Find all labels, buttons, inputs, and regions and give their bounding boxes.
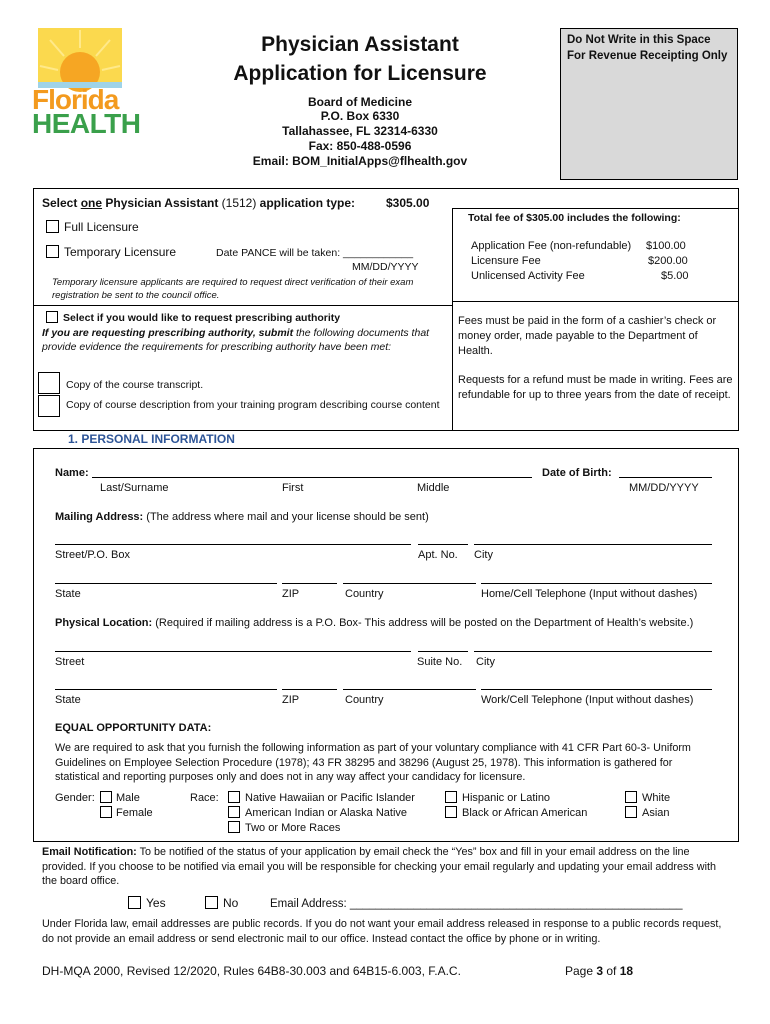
mailing-address-bold: Mailing Address:: [55, 511, 144, 523]
mailing-state-input[interactable]: [55, 583, 277, 584]
race-hispanic-label: Hispanic or Latino: [462, 792, 551, 804]
work-phone-caption: Work/Cell Telephone (Input without dashes): [481, 694, 694, 706]
prescribing-authority-label: Select if you would like to request prescribing authority: [63, 312, 341, 324]
course-description-checkbox[interactable]: [38, 395, 60, 417]
course-transcript-checkbox[interactable]: [38, 372, 60, 394]
race-asian-checkbox[interactable]: [625, 806, 637, 818]
page-current: 3: [596, 964, 604, 978]
dob-format-caption: MM/DD/YYYY: [629, 482, 699, 494]
temporary-licensure-note: Temporary licensure applicants are required to request direct verification of their exam registration be sent to the council office.: [52, 277, 414, 301]
app-type-prefix: Select: [42, 196, 81, 210]
course-transcript-label: Copy of the course transcript.: [66, 379, 204, 391]
agency-fax: Fax: 850-488-0596: [308, 139, 412, 153]
race-asian-label: Asian: [642, 807, 670, 819]
email-notification-text: [42, 845, 732, 889]
street-po-caption: Street/P.O. Box: [55, 549, 131, 561]
fee-item-amount: $100.00: [646, 240, 686, 252]
full-licensure-label: Full Licensure: [64, 220, 139, 234]
physical-city-input[interactable]: [474, 651, 712, 652]
physical-country-caption: Country: [345, 694, 384, 706]
app-type-one: one: [80, 196, 103, 210]
gender-female-label: Female: [116, 807, 153, 819]
home-phone-caption: Home/Cell Telephone (Input without dashes): [481, 588, 698, 600]
agency-email: Email: BOM_InitialApps@flhealth.gov: [252, 154, 468, 168]
physical-zip-input[interactable]: [282, 689, 337, 690]
race-two-or-more-label: Two or More Races: [245, 822, 341, 834]
city-caption: City: [474, 549, 493, 561]
physical-location-heading: [55, 616, 693, 630]
agency-city: Tallahassee, FL 32314-6330: [282, 124, 438, 138]
physical-street-input[interactable]: [55, 651, 411, 652]
fee-item-amount: $5.00: [661, 270, 689, 282]
mailing-address-rest: (The address where mail and your license should be sent): [143, 511, 429, 523]
pance-date-label[interactable]: Date PANCE will be taken: ____________: [216, 247, 414, 259]
physical-location-rest: (Required if mailing address is a P.O. Box- This address will be posted on the Department of Health’s website.): [152, 617, 694, 629]
name-label: Name:: [55, 467, 89, 479]
race-white-checkbox[interactable]: [625, 791, 637, 803]
fee-item-amount: $200.00: [648, 255, 688, 267]
form-id: DH-MQA 2000, Revised 12/2020, Rules 64B8-30.003 and 64B15-6.003, F.A.C.: [42, 964, 461, 978]
revenue-box: [560, 28, 738, 180]
fee-item-label: Unlicensed Activity Fee: [471, 270, 585, 282]
physical-suite-input[interactable]: [418, 651, 468, 652]
mailing-apt-input[interactable]: [418, 544, 468, 545]
race-american-indian-label: American Indian or Alaska Native: [245, 807, 408, 819]
page-of: of: [603, 964, 620, 978]
fee-breakdown-heading: Total fee of $305.00 includes the following:: [468, 212, 681, 224]
eeo-text: We are required to ask that you furnish the following information as part of your voluntary compliance with 41 CFR Part 60-3- Uniform Guidelines on Employee Selection Procedure (1978); 43 FR 38295 and 38296 (August 25, 1978). This information is gathered for statistical and reporting purposes only and does not in any way affect your candidacy for licensure.: [55, 742, 691, 783]
temporary-licensure-checkbox[interactable]: [46, 245, 59, 258]
gender-female-checkbox[interactable]: [100, 806, 112, 818]
app-type-heading: [42, 196, 355, 210]
physical-state-caption: State: [55, 694, 81, 706]
street-caption: Street: [55, 656, 85, 668]
country-caption: Country: [345, 588, 384, 600]
race-two-or-more-checkbox[interactable]: [228, 821, 240, 833]
name-input[interactable]: [92, 477, 532, 478]
prescribing-divider: [33, 305, 453, 306]
suite-caption: Suite No.: [417, 656, 463, 668]
prescribing-intro: [42, 326, 447, 354]
pance-date-format: MM/DD/YYYY: [352, 261, 419, 273]
mailing-zip-input[interactable]: [282, 583, 337, 584]
email-address-input[interactable]: Email Address: ____________________________________________________: [270, 898, 683, 910]
email-yes-checkbox[interactable]: [128, 896, 141, 909]
physical-zip-caption: ZIP: [282, 694, 300, 706]
first-name-caption: First: [282, 482, 304, 494]
apt-caption: Apt. No.: [418, 549, 458, 561]
app-type-code: (1512): [221, 196, 257, 210]
gender-male-checkbox[interactable]: [100, 791, 112, 803]
race-native-hawaiian-checkbox[interactable]: [228, 791, 240, 803]
gender-label: Gender:: [55, 792, 95, 804]
agency-po-box: P.O. Box 6330: [320, 109, 400, 123]
dob-input[interactable]: [619, 477, 712, 478]
full-licensure-checkbox[interactable]: [46, 220, 59, 233]
prescribing-authority-checkbox[interactable]: [46, 311, 58, 323]
revenue-line1: Do Not Write in this Space: [567, 34, 711, 46]
dob-label: Date of Birth:: [542, 467, 612, 479]
physical-state-input[interactable]: [55, 689, 277, 690]
email-no-label: No: [223, 896, 239, 910]
refund-note: Requests for a refund must be made in writing. Fees are refundable for up to three years from the date of receipt.: [458, 374, 733, 401]
eeo-heading: EQUAL OPPORTUNITY DATA:: [55, 722, 212, 734]
race-hispanic-checkbox[interactable]: [445, 791, 457, 803]
mailing-country-input[interactable]: [343, 583, 476, 584]
revenue-line2: For Revenue Receipting Only: [567, 50, 728, 62]
last-name-caption: Last/Surname: [100, 482, 169, 494]
payment-note: Fees must be paid in the form of a cashier’s check or money order, made payable to the Department of Health.: [458, 315, 717, 357]
section-personal-information-heading: 1. PERSONAL INFORMATION: [68, 432, 235, 446]
course-description-label: Copy of course description from your training program describing course content: [66, 399, 440, 411]
gender-male-label: Male: [116, 792, 140, 804]
page-prefix: Page: [565, 964, 597, 978]
mailing-address-heading: [55, 510, 429, 524]
prescribing-intro-rest: the following documents that provide evidence the requirements for prescribing authority have been met:: [42, 327, 430, 353]
agency-name: Board of Medicine: [307, 95, 412, 109]
app-type-suffix: application type:: [256, 196, 356, 210]
fee-item-label: Licensure Fee: [471, 255, 541, 267]
page-total: 18: [619, 964, 634, 978]
page-title-line2: Application for Licensure: [233, 62, 487, 85]
work-phone-input[interactable]: [481, 689, 712, 690]
race-native-hawaiian-label: Native Hawaiian or Pacific Islander: [245, 792, 415, 804]
race-white-label: White: [642, 792, 671, 804]
home-phone-input[interactable]: [481, 583, 712, 584]
race-black-label: Black or African American: [462, 807, 588, 819]
app-type-mid: Physician Assistant: [102, 196, 222, 210]
email-notification-rest: To be notified of the status of your application by email check the “Yes” box and fill in your email address on the line provided. If you choose to be notified via email you will be responsible for checking your email regularly and updating your email address with the board office.: [42, 846, 716, 887]
race-american-indian-checkbox[interactable]: [228, 806, 240, 818]
logo-word-florida: Florida: [32, 84, 119, 115]
prescribing-intro-bold: If you are requesting prescribing authority, submit: [42, 327, 294, 339]
race-black-checkbox[interactable]: [445, 806, 457, 818]
page-title-line1: Physician Assistant: [261, 33, 459, 56]
app-fee-amount: $305.00: [386, 196, 430, 210]
public-records-note: Under Florida law, email addresses are public records. If you do not want your email address released in response to a public records request, do not provide an email address or send electronic mail to our office. Instead contact the office by phone or in writing.: [42, 918, 722, 945]
logo-word-health: HEALTH: [32, 108, 141, 139]
mailing-street-input[interactable]: [55, 544, 411, 545]
email-notification-bold: Email Notification:: [42, 846, 137, 858]
race-label: Race:: [190, 792, 219, 804]
state-caption: State: [55, 588, 81, 600]
fee-item-label: Application Fee (non-refundable): [471, 240, 632, 252]
email-yes-label: Yes: [146, 896, 166, 910]
physical-city-caption: City: [476, 656, 495, 668]
physical-country-input[interactable]: [343, 689, 476, 690]
physical-location-bold: Physical Location:: [55, 617, 153, 629]
page-number: [565, 964, 633, 978]
middle-name-caption: Middle: [417, 482, 450, 494]
temporary-licensure-label: Temporary Licensure: [64, 245, 177, 259]
mailing-city-input[interactable]: [474, 544, 712, 545]
zip-caption: ZIP: [282, 588, 300, 600]
email-no-checkbox[interactable]: [205, 896, 218, 909]
florida-health-logo: [30, 26, 141, 139]
